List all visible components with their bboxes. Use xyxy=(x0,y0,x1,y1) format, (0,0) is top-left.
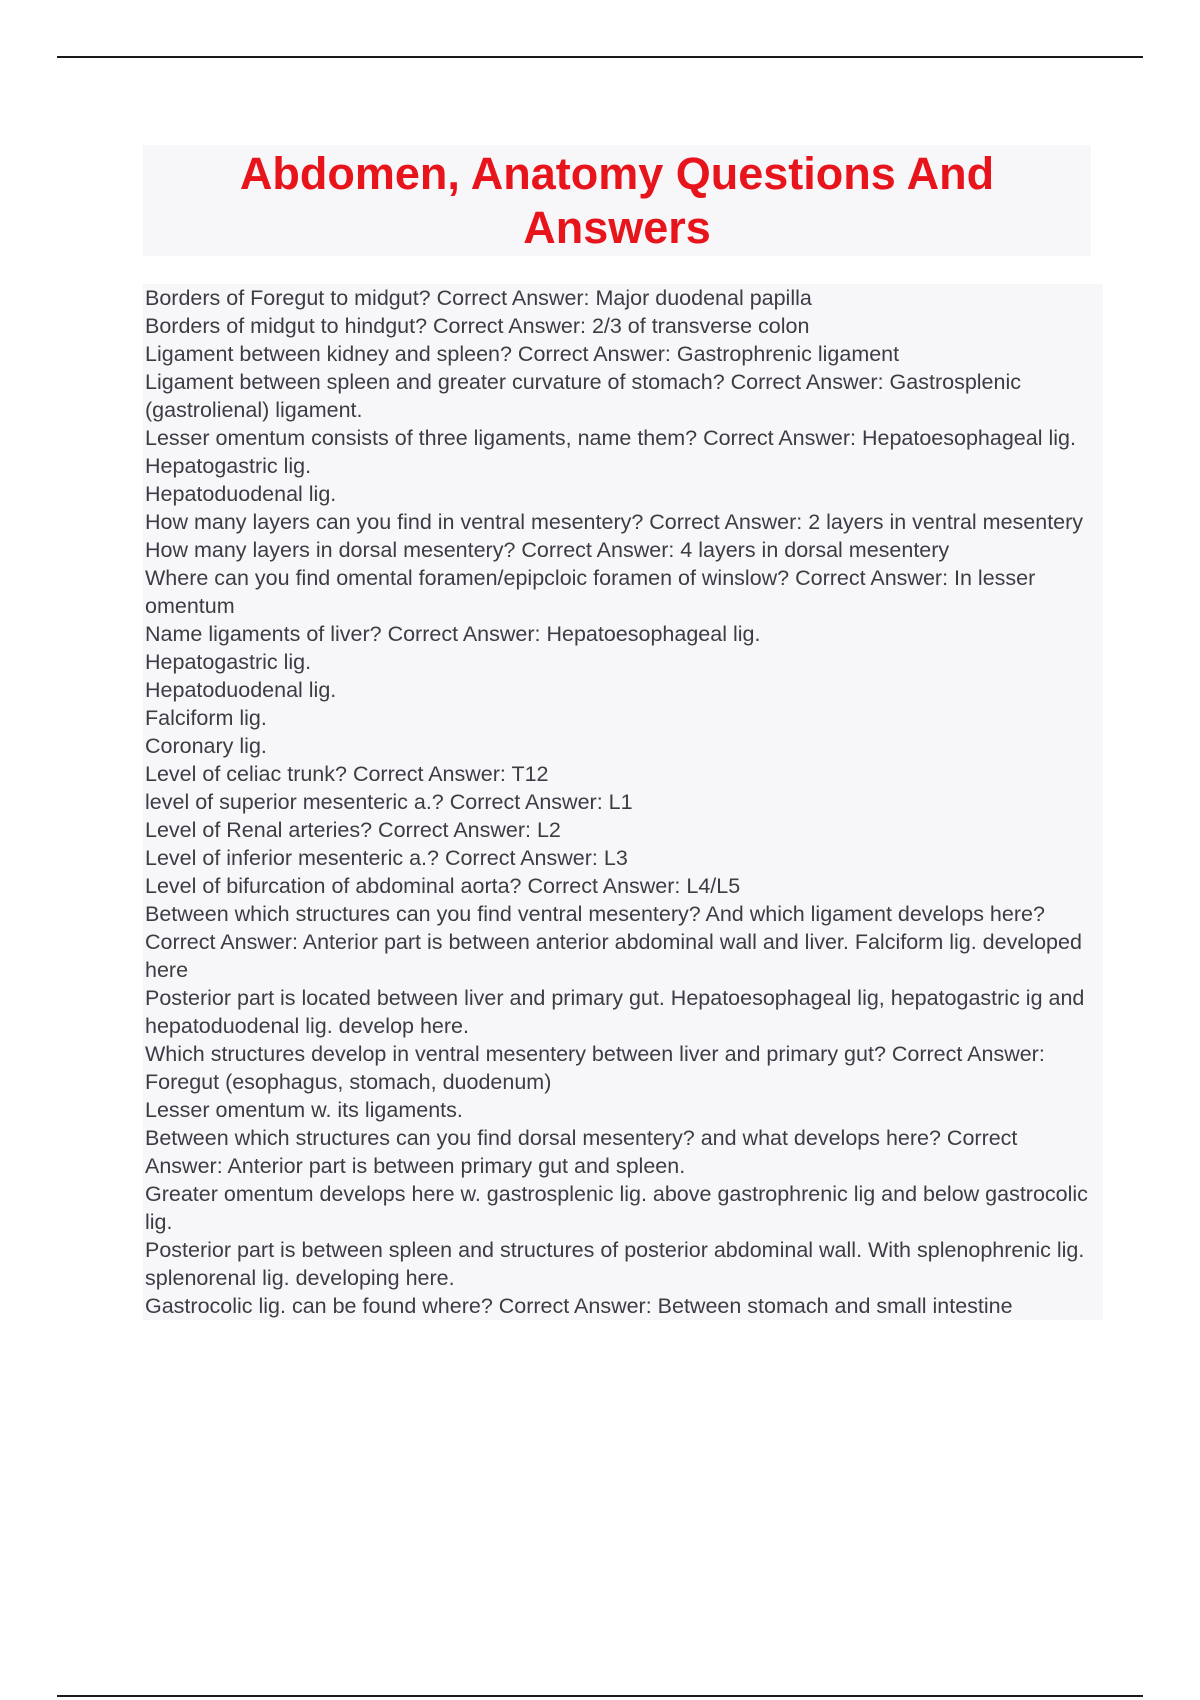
qa-line: Where can you find omental foramen/epipcloic foramen of winslow? Correct Answer: In lesser omentum xyxy=(143,564,1103,620)
qa-line: Hepatogastric lig. xyxy=(143,452,1103,480)
qa-line: Borders of Foregut to midgut? Correct Answer: Major duodenal papilla xyxy=(143,284,1103,312)
qa-line: Posterior part is located between liver and primary gut. Hepatoesophageal lig, hepatogastric ig and hepatoduodenal lig. develop here. xyxy=(143,984,1103,1040)
top-divider xyxy=(57,56,1143,58)
qa-line: Level of bifurcation of abdominal aorta? Correct Answer: L4/L5 xyxy=(143,872,1103,900)
qa-line: Falciform lig. xyxy=(143,704,1103,732)
qa-line: Lesser omentum consists of three ligaments, name them? Correct Answer: Hepatoesophageal lig. xyxy=(143,424,1103,452)
qa-line: Hepatogastric lig. xyxy=(143,648,1103,676)
qa-line: Posterior part is between spleen and structures of posterior abdominal wall. With splenophrenic lig. splenorenal lig. developing here. xyxy=(143,1236,1103,1292)
qa-line: Between which structures can you find ventral mesentery? And which ligament develops here? Correct Answer: Anterior part is between anterior abdominal wall and liver. Falciform lig. developed here xyxy=(143,900,1103,984)
qa-line: Which structures develop in ventral mesentery between liver and primary gut? Correct Answer: Foregut (esophagus, stomach, duodenum) xyxy=(143,1040,1103,1096)
qa-line: Level of celiac trunk? Correct Answer: T12 xyxy=(143,760,1103,788)
bottom-divider xyxy=(57,1695,1143,1697)
qa-line: Gastrocolic lig. can be found where? Correct Answer: Between stomach and small intestine xyxy=(143,1292,1103,1320)
page-title: Abdomen, Anatomy Questions And Answers xyxy=(239,147,995,253)
qa-line: Ligament between kidney and spleen? Correct Answer: Gastrophrenic ligament xyxy=(143,340,1103,368)
title-banner xyxy=(143,145,1091,256)
qa-line: Greater omentum develops here w. gastrosplenic lig. above gastrophrenic lig and below gastrocolic lig. xyxy=(143,1180,1103,1236)
qa-line: Hepatoduodenal lig. xyxy=(143,676,1103,704)
qa-line: How many layers in dorsal mesentery? Correct Answer: 4 layers in dorsal mesentery xyxy=(143,536,1103,564)
qa-line: Coronary lig. xyxy=(143,732,1103,760)
qa-line: Between which structures can you find dorsal mesentery? and what develops here? Correct Answer: Anterior part is between primary gut and spleen. xyxy=(143,1124,1103,1180)
qa-content xyxy=(143,284,1103,1320)
qa-line: Level of Renal arteries? Correct Answer: L2 xyxy=(143,816,1103,844)
qa-line: level of superior mesenteric a.? Correct Answer: L1 xyxy=(143,788,1103,816)
qa-line: Ligament between spleen and greater curvature of stomach? Correct Answer: Gastrosplenic (gastrolienal) ligament. xyxy=(143,368,1103,424)
qa-line: Hepatoduodenal lig. xyxy=(143,480,1103,508)
qa-line: Level of inferior mesenteric a.? Correct Answer: L3 xyxy=(143,844,1103,872)
qa-line: Name ligaments of liver? Correct Answer: Hepatoesophageal lig. xyxy=(143,620,1103,648)
qa-line: Borders of midgut to hindgut? Correct Answer: 2/3 of transverse colon xyxy=(143,312,1103,340)
qa-line: How many layers can you find in ventral mesentery? Correct Answer: 2 layers in ventral mesentery xyxy=(143,508,1103,536)
qa-line: Lesser omentum w. its ligaments. xyxy=(143,1096,1103,1124)
